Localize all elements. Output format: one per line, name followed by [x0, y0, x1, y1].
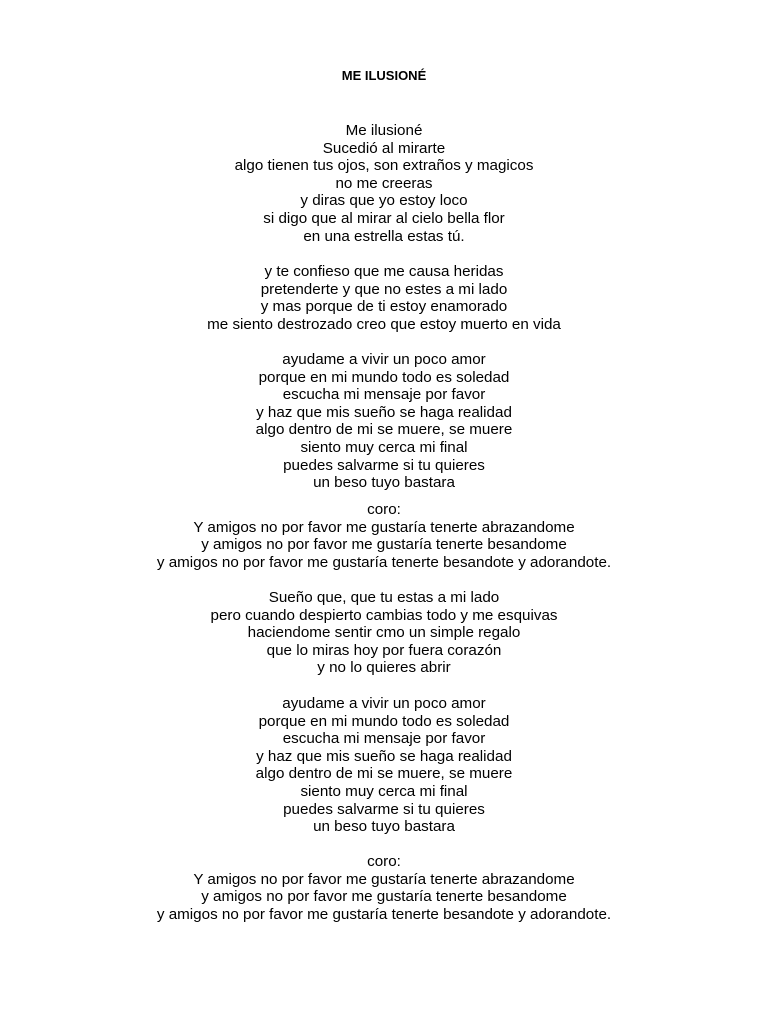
stanza-3 — [0, 351, 768, 492]
lyric-line: si digo que al mirar al cielo bella flor — [263, 209, 505, 227]
stanza-4 — [0, 589, 768, 677]
lyric-line: y haz que mis sueño se haga realidad — [256, 747, 512, 765]
lyric-line: y mas porque de ti estoy enamorado — [260, 298, 508, 316]
lyric-line: Me ilusioné — [345, 122, 423, 139]
lyric-line: ayudame a vivir un poco amor — [282, 695, 486, 712]
lyric-line: porque en mi mundo todo es soledad — [258, 712, 510, 730]
lyric-line: siento muy cerca mi final — [300, 438, 468, 456]
lyric-line: y diras que yo estoy loco — [300, 192, 468, 210]
lyric-line: y te confieso que me causa heridas — [264, 263, 504, 280]
lyric-line: Sueño que, que tu estas a mi lado — [268, 589, 500, 606]
chorus-label: coro: — [367, 853, 401, 870]
lyric-line: escucha mi mensaje por favor — [282, 730, 486, 748]
lyric-line: puedes salvarme si tu quieres — [283, 800, 485, 818]
lyric-line: en una estrella estas tú. — [303, 227, 465, 245]
lyric-line: que lo miras hoy por fuera corazón — [266, 641, 502, 659]
lyric-line: pretenderte y que no estes a mi lado — [260, 280, 508, 298]
lyric-line: siento muy cerca mi final — [300, 782, 468, 800]
stanza-2 — [0, 263, 768, 333]
lyric-line: algo dentro de mi se muere, se muere — [255, 765, 513, 783]
lyric-line: no me creeras — [335, 174, 433, 192]
lyric-line: y amigos no por favor me gustaría tenerte besandome — [201, 888, 567, 906]
lyric-line: y amigos no por favor me gustaría tenerte besandote y adorandote. — [156, 553, 612, 571]
lyric-line: Sucedió al mirarte — [322, 139, 446, 157]
lyric-line: porque en mi mundo todo es soledad — [258, 368, 510, 386]
lyric-line: algo tienen tus ojos, son extraños y magicos — [234, 157, 534, 175]
lyric-line: y amigos no por favor me gustaría tenerte besandote y adorandote. — [156, 905, 612, 923]
lyric-line: y haz que mis sueño se haga realidad — [256, 403, 512, 421]
lyric-line: y amigos no por favor me gustaría tenerte besandome — [201, 536, 567, 554]
lyric-line: ayudame a vivir un poco amor — [282, 351, 486, 368]
stanza-1 — [0, 122, 768, 245]
lyric-line: pero cuando despierto cambias todo y me esquivas — [210, 606, 558, 624]
chorus-2 — [0, 853, 768, 923]
lyric-line: haciendome sentir cmo un simple regalo — [247, 624, 521, 642]
lyric-line: Y amigos no por favor me gustaría tenerte abrazandome — [193, 870, 575, 888]
lyric-line: y no lo quieres abrir — [317, 659, 451, 677]
lyric-line: escucha mi mensaje por favor — [282, 386, 486, 404]
chorus-label: coro: — [367, 501, 401, 518]
song-title: ME ILUSIONÉ — [341, 68, 427, 83]
lyric-line: algo dentro de mi se muere, se muere — [255, 421, 513, 439]
stanza-5 — [0, 695, 768, 836]
chorus-1 — [0, 501, 768, 571]
lyric-line: me siento destrozado creo que estoy muerto en vida — [207, 315, 561, 333]
lyric-line: puedes salvarme si tu quieres — [283, 456, 485, 474]
lyric-line: Y amigos no por favor me gustaría tenerte abrazandome — [193, 518, 575, 536]
lyric-line: un beso tuyo bastara — [313, 474, 455, 492]
lyric-line: un beso tuyo bastara — [313, 818, 455, 836]
